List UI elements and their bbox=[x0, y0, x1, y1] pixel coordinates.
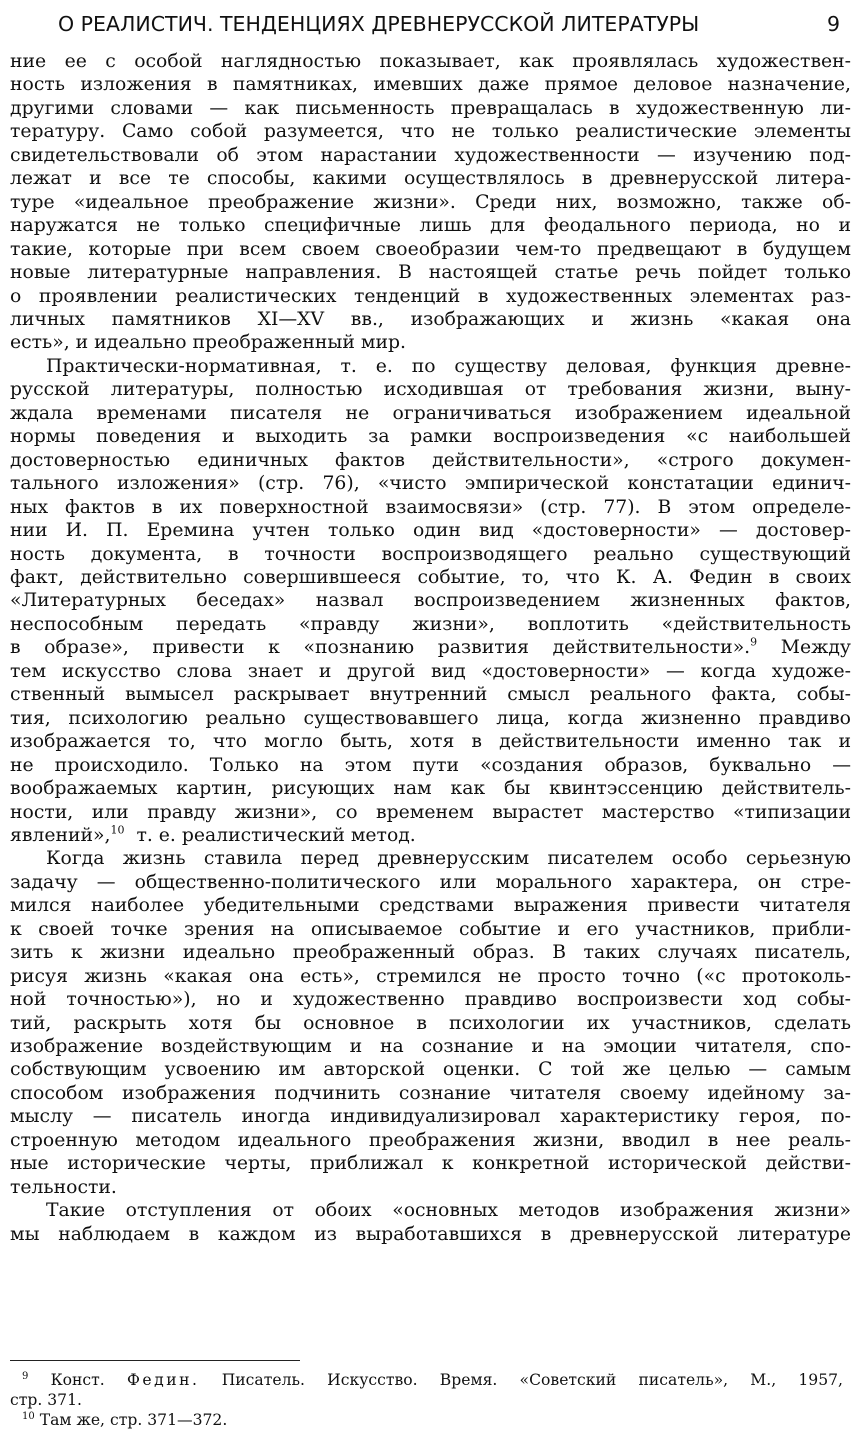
running-head bbox=[40, 6, 848, 42]
text-line: изображается то, что могло быть, хотя в действительности именно так и bbox=[10, 731, 851, 753]
text-line: рисуя жизнь «какая она есть», стремился не просто точно («с протоколь- bbox=[10, 965, 851, 987]
footnote-text: Писатель. Искусство. Время. «Советский писатель», М., 1957, bbox=[221, 1371, 843, 1389]
text-line: мился наиболее убедительными средствами выражения привести читателя bbox=[10, 895, 851, 917]
page-number: 9 bbox=[826, 12, 840, 36]
text-line: достоверностью единичных фактов действительности», «строго докумен- bbox=[10, 449, 851, 471]
line-text: в образе», привести к «познанию развития действительности». bbox=[10, 637, 751, 659]
text-line: ной точностью»), но и художественно правдиво воспроизвести ход собы- bbox=[10, 989, 851, 1011]
text-line: тем искусство слова знает и другой вид «достоверности» — когда художе- bbox=[10, 660, 851, 682]
text-line: новые литературные направления. В настоящей статье речь пойдет только bbox=[10, 262, 851, 284]
text-line: ности, или правду жизни», со временем вырастет мастерство «типизации bbox=[10, 801, 851, 823]
footnote-9 bbox=[10, 1370, 843, 1410]
footnote-author-name: Федин. bbox=[126, 1371, 200, 1389]
text-line: ные исторические черты, приближал к конкретной исторической действи- bbox=[10, 1153, 851, 1175]
text-line: Такие отступления от обоих «основных методов изображения жизни» bbox=[46, 1200, 851, 1222]
text-line: наружатся не только специфичные лишь для феодального периода, но и bbox=[10, 215, 851, 237]
text-line: ждала временами писателя не ограничиваться изображением идеальной bbox=[10, 402, 851, 424]
footnote-line bbox=[10, 1410, 843, 1430]
text-line: другими словами — как письменность превращалась в художественную ли- bbox=[10, 97, 851, 119]
paragraph-3 bbox=[10, 847, 851, 1199]
text-line: свидетельствовали об этом нарастании художественности — изучению под- bbox=[10, 144, 851, 166]
footnote-divider bbox=[10, 1360, 300, 1361]
line-text: явлений», bbox=[10, 824, 111, 846]
text-line: к своей точке зрения на описываемое событие и его участников, прибли- bbox=[10, 918, 851, 940]
text-line: о проявлении реалистических тенденций в художественных элементах раз- bbox=[10, 285, 851, 307]
line-text: т. е. реалистический метод. bbox=[136, 824, 416, 846]
paragraph-4 bbox=[10, 1199, 851, 1246]
line-text: Между bbox=[780, 637, 851, 659]
text-line: нии И. П. Еремина учтен только один вид «достоверности» — достовер- bbox=[10, 520, 851, 542]
footnote-text: Там же, стр. 371—372. bbox=[39, 1411, 228, 1429]
text-line: строенную методом идеального преображения жизни, вводил в нее реаль- bbox=[10, 1129, 851, 1151]
footnote-line bbox=[10, 1370, 843, 1390]
text-line: неспособным передать «правду жизни», воплотить «действительность bbox=[10, 613, 851, 635]
footnote-ref-10[interactable]: 10 bbox=[110, 823, 125, 837]
paragraph-1 bbox=[10, 50, 851, 355]
text-line-with-ref bbox=[10, 824, 851, 847]
text-line: есть», и идеально преображенный мир. bbox=[10, 332, 406, 354]
text-line: ных фактов в их поверхностной взаимосвязи» (стр. 77). В этом определе- bbox=[10, 496, 851, 518]
footnote-author-prefix: Конст. bbox=[50, 1371, 105, 1389]
text-line: такие, которые при всем своем своеобразии чем-то предвещают в будущем bbox=[10, 238, 851, 260]
text-line-with-ref bbox=[10, 636, 851, 659]
text-line: нормы поведения и выходить за рамки воспроизведения «с наибольшей bbox=[10, 426, 851, 448]
text-line: Практически-нормативная, т. е. по существу деловая, функция древне- bbox=[46, 355, 851, 377]
text-line: зить к жизни идеально преображенный образ. В таких случаях писатель, bbox=[10, 942, 851, 964]
running-title: О РЕАЛИСТИЧ. ТЕНДЕНЦИЯХ ДРЕВНЕРУССКОЙ ЛИТЕРАТУРЫ bbox=[58, 12, 700, 36]
text-line: задачу — общественно-политического или морального характера, он стре- bbox=[10, 871, 851, 893]
text-line: тия, психологию реально существовавшего лица, когда жизненно правдиво bbox=[10, 707, 851, 729]
footnote-line: стр. 371. bbox=[10, 1391, 82, 1409]
text-line: Когда жизнь ставила перед древнерусским писателем особо серьезную bbox=[46, 848, 851, 870]
text-line: тального изложения» (стр. 76), «чисто эмпирической констатации единич- bbox=[10, 473, 851, 495]
text-line: ственный вымысел раскрывает внутренний смысл реального факта, собы- bbox=[10, 684, 851, 706]
paragraph-2 bbox=[10, 355, 851, 848]
text-line: изображение воздействующим и на сознание и на эмоции читателя, спо- bbox=[10, 1036, 851, 1058]
footnote-ref-9[interactable]: 9 bbox=[750, 636, 758, 650]
footnote-10 bbox=[10, 1410, 843, 1430]
text-line: ние ее с особой наглядностью показывает, как проявлялась художествен- bbox=[10, 51, 851, 72]
text-line: воображаемых картин, рисующих нам как бы квинтэссенцию действитель- bbox=[10, 778, 851, 800]
text-line: русской литературы, полностью исходившая от требования жизни, выну- bbox=[10, 379, 851, 401]
text-line: собствующим усвоению им авторской оценки. С той же целью — самым bbox=[10, 1059, 851, 1081]
text-line: способом изображения подчинить сознание читателя своему идейному за- bbox=[10, 1082, 851, 1104]
text-line: мыслу — писатель иногда индивидуализировал характеристику героя, по- bbox=[10, 1106, 851, 1128]
text-line: мы наблюдаем в каждом из выработавшихся в древнерусской литературе bbox=[10, 1223, 851, 1245]
footnotes bbox=[10, 1370, 843, 1430]
text-line: тий, раскрыть хотя бы основное в психологии их участников, сделать bbox=[10, 1012, 851, 1034]
text-line: тельности. bbox=[10, 1176, 117, 1198]
text-line: факт, действительно совершившееся событие, то, что К. А. Федин в своих bbox=[10, 566, 851, 588]
text-line: ность документа, в точности воспроизводящего реально существующий bbox=[10, 543, 851, 565]
footnote-number: 9 bbox=[22, 1370, 29, 1382]
text-line: туре «идеальное преображение жизни». Среди них, возможно, также об- bbox=[10, 191, 851, 213]
text-line: тературу. Само собой разумеется, что не только реалистические элементы bbox=[10, 121, 851, 143]
text-line: ность изложения в памятниках, имевших даже прямое деловое назначение, bbox=[10, 74, 851, 96]
text-line: лежат и все те способы, какими осуществлялось в древнерусской литера- bbox=[10, 168, 851, 190]
footnote-number: 10 bbox=[22, 1410, 35, 1422]
text-line: не происходило. Только на этом пути «создания образов, буквально — bbox=[10, 754, 851, 776]
text-line: личных памятников XI—XV вв., изображающих и жизнь «какая она bbox=[10, 308, 851, 330]
text-line: «Литературных беседах» назвал воспроизведением жизненных фактов, bbox=[10, 590, 851, 612]
body-text bbox=[10, 50, 851, 1246]
